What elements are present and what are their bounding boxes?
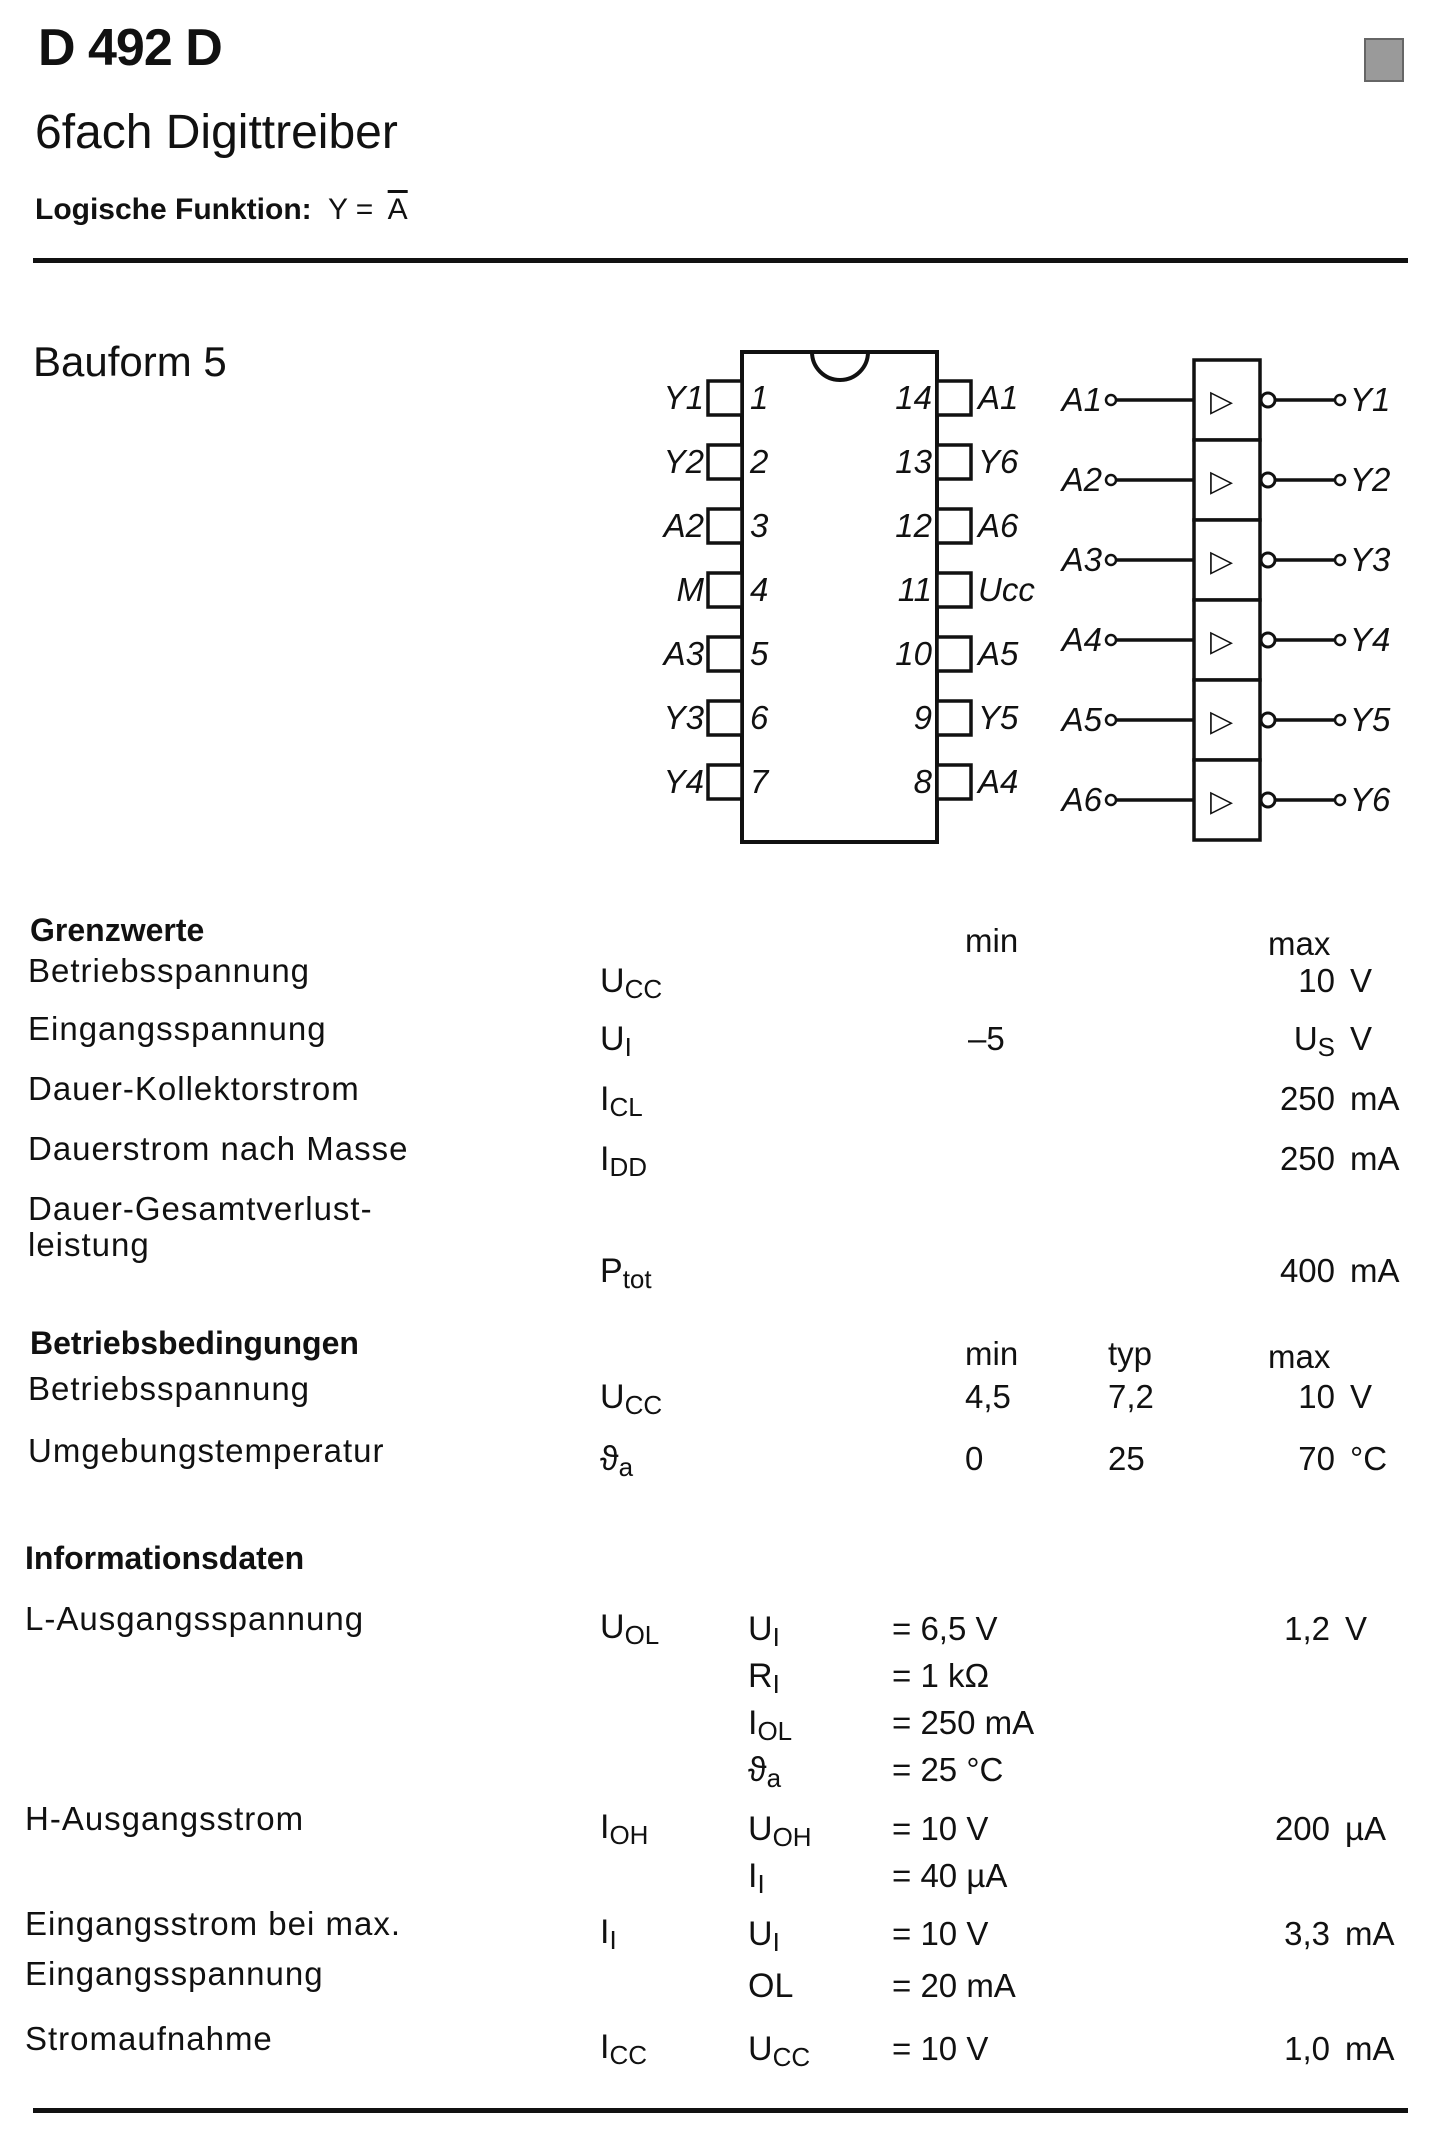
output-inverter-bubble (1261, 473, 1275, 487)
grenz-unit: V (1350, 1020, 1373, 1057)
info-heading: Informationsdaten (25, 1540, 305, 1576)
info-unit: V (1345, 1610, 1368, 1647)
info-cond-symbol-main: I (748, 1704, 758, 1742)
grenz-max (1255, 1252, 1335, 1290)
output-inverter-bubble (1261, 713, 1275, 727)
info-cond-eq: = 10 V (892, 1915, 989, 1952)
pin-left-name: Y1 (663, 379, 704, 416)
info-cond-symbol-sub: CC (772, 2042, 811, 2072)
grenz-max (1255, 1140, 1335, 1178)
output-label: Y1 (1350, 381, 1391, 418)
output-terminal (1335, 475, 1345, 485)
output-label: Y6 (1350, 781, 1391, 818)
betrieb-label: Betriebsspannung (28, 1370, 311, 1407)
info-symbol-main: I (600, 1913, 610, 1951)
ic-notch (812, 352, 868, 380)
output-terminal (1335, 795, 1345, 805)
grenz-symbol (600, 1252, 652, 1295)
grenzwerte-col-max: max (1268, 925, 1331, 962)
pin-left-num: 1 (750, 379, 769, 416)
info-label: Stromaufnahme (25, 2020, 273, 2057)
logic-rhs: $\overline{A}$ (387, 193, 408, 226)
grenz-max-value: 250 (1279, 1080, 1335, 1117)
pin-left-name: Y3 (663, 699, 704, 736)
info-cond-eq: = 25 °C (892, 1751, 1004, 1788)
pin-right-num: 13 (895, 443, 932, 480)
output-terminal (1335, 395, 1345, 405)
grenz-max-value: 400 (1279, 1252, 1335, 1289)
grenz-max (1255, 1080, 1335, 1118)
info-value: 3,3 (1284, 1915, 1330, 1952)
pin-right-name: A4 (978, 763, 1019, 800)
pin-left-num: 7 (750, 763, 769, 800)
grenzwerte-heading: Grenzwerte (30, 912, 205, 948)
grenz-max-value: 250 (1279, 1140, 1335, 1177)
type-code: D 492 D (38, 19, 222, 77)
input-terminal (1106, 795, 1116, 805)
info-cond-symbol-main: I (748, 1857, 758, 1895)
info-cond-symbol (748, 1967, 793, 2006)
pin-right-box (937, 637, 971, 671)
footer-rule (33, 2108, 1408, 2113)
grenz-min: –5 (968, 1020, 1005, 1057)
info-cond-symbol (748, 2030, 810, 2073)
betrieb-col-min: min (965, 1335, 1019, 1372)
logic-function (35, 193, 408, 227)
input-terminal (1106, 475, 1116, 485)
pin-left-box (708, 701, 742, 735)
pin-right-name: Ucc (978, 571, 1035, 608)
output-inverter-bubble (1261, 633, 1275, 647)
info-value: 200 (1274, 1810, 1330, 1847)
pin-right-num: 10 (895, 635, 932, 672)
pin-right-name: A5 (978, 635, 1019, 672)
info-symbol-main: I (600, 1808, 610, 1846)
info-unit: mA (1345, 1915, 1395, 1952)
betrieb-label: Umgebungstemperatur (28, 1432, 385, 1469)
pin-right-num: 11 (897, 571, 932, 608)
info-value: 1,0 (1284, 2030, 1330, 2067)
buffer-symbol: ▷ (1210, 385, 1234, 418)
pin-left-box (708, 381, 742, 415)
pin-right-num: 14 (895, 379, 932, 416)
pin-left-num: 5 (750, 635, 769, 672)
grenz-max-value: U (1293, 1020, 1318, 1057)
logic-lhs: Y = (328, 193, 374, 226)
grenz-symbol-main: U (600, 1020, 625, 1058)
input-label: A3 (1061, 541, 1102, 578)
buffer-symbol: ▷ (1210, 785, 1234, 818)
info-cond-symbol-main: OL (748, 1967, 794, 2005)
grenz-symbol (600, 1140, 647, 1183)
info-cond-eq: = 20 mA (892, 1967, 1016, 2004)
betrieb-min: 0 (965, 1440, 984, 1477)
grenz-max-value: 10 (1298, 962, 1335, 999)
info-symbol (600, 1608, 659, 1651)
package-label: Bauform 5 (33, 338, 227, 385)
info-cond-symbol (748, 1610, 780, 1653)
info-cond-symbol-sub: I (772, 1669, 780, 1699)
betrieb-heading: Betriebsbedingungen (30, 1325, 359, 1361)
pin-left-box (708, 637, 742, 671)
info-symbol-sub: OL (624, 1620, 660, 1650)
info-cond-symbol-main: U (748, 1810, 773, 1848)
info-cond-symbol (748, 1704, 792, 1747)
output-label: Y3 (1350, 541, 1391, 578)
info-cond-symbol-sub: I (772, 1622, 780, 1652)
output-label: Y2 (1350, 461, 1391, 498)
pin-left-num: 2 (750, 443, 769, 480)
info-cond-eq: = 10 V (892, 1810, 989, 1847)
grenz-unit: V (1350, 962, 1373, 999)
info-cond-symbol-sub: I (772, 1927, 780, 1957)
grenz-symbol (600, 1080, 643, 1123)
output-inverter-bubble (1261, 793, 1275, 807)
info-symbol-sub: CC (609, 2040, 648, 2070)
info-symbol (600, 2028, 647, 2071)
grenz-label2: leistung (28, 1226, 150, 1263)
info-cond-symbol (748, 1657, 780, 1700)
grenz-unit: mA (1350, 1140, 1400, 1177)
pinout-diagram (600, 340, 1420, 860)
pin-right-name: Y5 (978, 699, 1019, 736)
pin-left-box (708, 445, 742, 479)
betrieb-typ: 7,2 (1108, 1378, 1154, 1415)
pin-right-box (937, 445, 971, 479)
pin-left-name: Y2 (663, 443, 704, 480)
pin-right-box (937, 573, 971, 607)
info-cond-symbol-main: R (748, 1657, 773, 1695)
betrieb-unit: °C (1350, 1440, 1388, 1477)
info-symbol-sub: OH (609, 1820, 649, 1850)
output-inverter-bubble (1261, 553, 1275, 567)
info-cond-eq: = 10 V (892, 2030, 989, 2067)
input-terminal (1106, 635, 1116, 645)
logic-label: Logische Funktion: (35, 193, 312, 226)
info-cond-symbol-sub: I (757, 1869, 765, 1899)
betrieb-min: 4,5 (965, 1378, 1011, 1415)
pin-left-name: A2 (663, 507, 704, 544)
info-cond-eq: = 1 kΩ (892, 1657, 990, 1694)
info-symbol-main: I (600, 2028, 610, 2066)
info-label2: Eingangsspannung (25, 1955, 324, 1992)
info-value: 1,2 (1284, 1610, 1330, 1647)
betrieb-typ: 25 (1108, 1440, 1145, 1477)
info-cond-symbol-main: U (748, 1610, 773, 1648)
info-cond-symbol (748, 1751, 781, 1794)
info-symbol (600, 1808, 648, 1851)
pin-left-box (708, 573, 742, 607)
pin-left-box (708, 765, 742, 799)
pin-right-num: 8 (913, 763, 932, 800)
pin-right-num: 12 (895, 507, 932, 544)
input-terminal (1106, 715, 1116, 725)
pin-left-name: A3 (663, 635, 704, 672)
subtitle: 6fach Digittreiber (35, 106, 398, 159)
grenz-symbol (600, 962, 662, 1005)
grenz-symbol (600, 1020, 632, 1063)
pin-right-num: 9 (913, 699, 932, 736)
grenz-unit: mA (1350, 1252, 1400, 1289)
pin-right-box (937, 381, 971, 415)
output-terminal (1335, 555, 1345, 565)
input-terminal (1106, 395, 1116, 405)
info-cond-symbol-sub: a (766, 1763, 782, 1793)
input-terminal (1106, 555, 1116, 565)
header-rule (33, 258, 1408, 263)
buffer-symbol: ▷ (1210, 465, 1234, 498)
pin-left-num: 6 (750, 699, 769, 736)
grenz-symbol-main: I (600, 1140, 610, 1178)
grenzwerte-col-min: min (965, 922, 1019, 959)
output-label: Y5 (1350, 701, 1391, 738)
buffer-symbol: ▷ (1210, 625, 1234, 658)
info-cond-symbol-sub: OH (772, 1822, 812, 1852)
info-symbol-main: U (600, 1608, 625, 1646)
output-label: Y4 (1350, 621, 1391, 658)
pin-right-box (937, 765, 971, 799)
info-label: L-Ausgangsspannung (25, 1600, 365, 1637)
info-label: Eingangsstrom bei max. (25, 1905, 401, 1942)
pin-left-name: Y4 (663, 763, 704, 800)
input-label: A1 (1061, 381, 1102, 418)
buffer-symbol: ▷ (1210, 545, 1234, 578)
info-cond-eq: = 250 mA (892, 1704, 1035, 1741)
info-cond-symbol-main: U (748, 2030, 773, 2068)
info-label: H-Ausgangsstrom (25, 1800, 305, 1837)
betrieb-col-max: max (1268, 1338, 1331, 1375)
info-symbol (600, 1913, 617, 1956)
input-label: A2 (1061, 461, 1102, 498)
pin-right-box (937, 509, 971, 543)
pin-left-box (708, 509, 742, 543)
grenz-symbol-sub: DD (609, 1152, 648, 1182)
grenz-max (1255, 962, 1335, 1000)
pin-right-name: A1 (978, 379, 1019, 416)
grenz-symbol-sub: CC (624, 974, 663, 1004)
info-cond-symbol-main: ϑ (748, 1751, 767, 1789)
output-terminal (1335, 635, 1345, 645)
betrieb-symbol-sub: CC (624, 1390, 663, 1420)
betrieb-symbol (600, 1440, 633, 1483)
info-cond-eq: = 40 µA (892, 1857, 1008, 1894)
info-cond-symbol-main: U (748, 1915, 773, 1953)
info-cond-symbol (748, 1810, 812, 1853)
info-cond-symbol (748, 1915, 780, 1958)
grenz-symbol-sub: CL (609, 1092, 643, 1122)
pin-right-name: Y6 (978, 443, 1019, 480)
input-label: A6 (1061, 781, 1102, 818)
betrieb-symbol-main: U (600, 1378, 625, 1416)
buffer-symbol: ▷ (1210, 705, 1234, 738)
pin-left-name: M (676, 571, 704, 608)
grenz-max (1255, 1020, 1335, 1063)
grenz-symbol-main: I (600, 1080, 610, 1118)
info-unit: µA (1345, 1810, 1387, 1847)
info-symbol-sub: I (609, 1925, 617, 1955)
info-cond-symbol-sub: OL (757, 1716, 793, 1746)
output-inverter-bubble (1261, 393, 1275, 407)
grenz-symbol-main: P (600, 1252, 623, 1290)
pin-right-box (937, 701, 971, 735)
corner-mark (1364, 38, 1404, 82)
input-label: A5 (1061, 701, 1102, 738)
betrieb-max: 70 (1298, 1440, 1335, 1477)
betrieb-col-typ: typ (1108, 1335, 1153, 1372)
grenz-label: Dauer-Kollektorstrom (28, 1070, 360, 1107)
pin-left-num: 3 (750, 507, 769, 544)
info-cond-symbol (748, 1857, 765, 1900)
pin-left-num: 4 (750, 571, 769, 608)
betrieb-symbol (600, 1378, 662, 1421)
grenz-max-sub: S (1317, 1032, 1335, 1062)
betrieb-symbol-sub: a (618, 1452, 634, 1482)
input-label: A4 (1061, 621, 1102, 658)
grenz-unit: mA (1350, 1080, 1400, 1117)
grenz-symbol-main: U (600, 962, 625, 1000)
info-unit: mA (1345, 2030, 1395, 2067)
grenz-label: Dauer-Gesamtverlust- (28, 1190, 373, 1227)
betrieb-symbol-main: ϑ (600, 1440, 619, 1478)
output-terminal (1335, 715, 1345, 725)
grenz-label: Betriebsspannung (28, 952, 311, 989)
betrieb-unit: V (1350, 1378, 1373, 1415)
grenz-symbol-sub: I (624, 1032, 632, 1062)
grenz-label: Eingangsspannung (28, 1010, 327, 1047)
betrieb-max: 10 (1298, 1378, 1335, 1415)
info-cond-eq: = 6,5 V (892, 1610, 998, 1647)
grenz-label: Dauerstrom nach Masse (28, 1130, 409, 1167)
pin-right-name: A6 (978, 507, 1019, 544)
grenz-symbol-sub: tot (622, 1264, 652, 1294)
